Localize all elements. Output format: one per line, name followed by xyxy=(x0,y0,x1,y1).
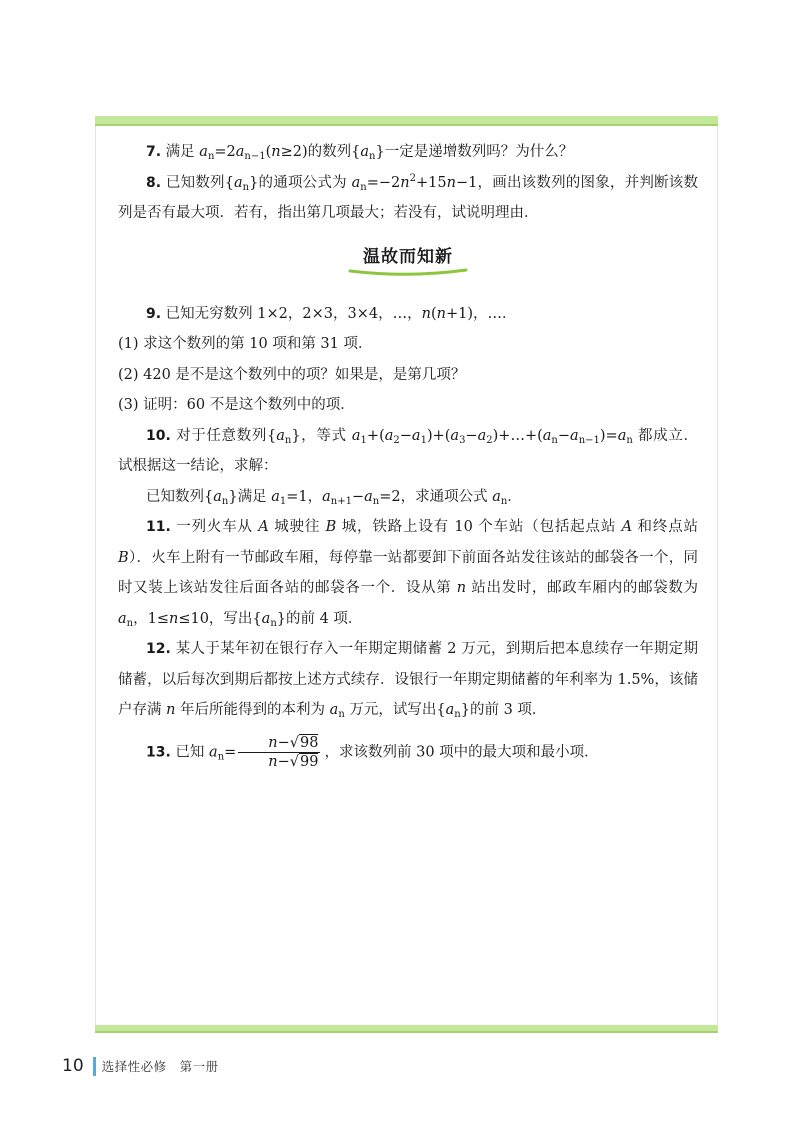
problem-9 xyxy=(118,299,698,330)
math-sub: 1 xyxy=(279,495,287,507)
text: 站出发时，邮政车厢内的邮袋数为 xyxy=(466,580,698,596)
math-sub: n xyxy=(284,434,292,446)
text: 一列火车从 xyxy=(176,519,259,535)
math-var: a xyxy=(351,174,361,191)
math-sup: 2 xyxy=(409,172,416,184)
problem-8 xyxy=(118,168,698,229)
footer-bar xyxy=(93,1057,96,1076)
math-var: a xyxy=(360,144,370,160)
page-number: 10 xyxy=(62,1056,84,1076)
text: − xyxy=(351,488,365,505)
math-var: a xyxy=(261,610,271,627)
math-sub: n xyxy=(454,709,461,720)
math-var: n xyxy=(400,174,410,191)
section-heading xyxy=(118,243,698,277)
problem-number: 9. xyxy=(146,305,162,322)
fraction-denominator xyxy=(238,753,320,771)
math-var: n xyxy=(168,610,179,627)
text: − xyxy=(399,427,412,444)
text: 年后所能得到的本利为 xyxy=(175,702,330,718)
right-rule xyxy=(717,126,718,1025)
math-var: A xyxy=(621,519,633,535)
math-var: a xyxy=(492,488,501,505)
math-var: B xyxy=(325,519,337,535)
text: 满足 xyxy=(165,144,200,160)
math-var: n xyxy=(268,734,278,751)
math-var: B xyxy=(118,549,129,566)
math-var: n xyxy=(271,144,281,160)
math-sub: n xyxy=(372,495,380,507)
math-var: a xyxy=(617,427,627,444)
math-var: a xyxy=(233,174,243,191)
math-var: a xyxy=(445,702,455,718)
bottom-band-line xyxy=(95,1031,718,1033)
radicand: 99 xyxy=(300,753,319,770)
fraction-numerator xyxy=(238,734,320,753)
text: }的通项公式为 xyxy=(249,174,352,191)
problem-number: 10. xyxy=(146,427,171,444)
math-var: A xyxy=(258,519,269,535)
math-var: a xyxy=(570,427,579,444)
text: − xyxy=(465,427,478,444)
text: )+…+( xyxy=(492,427,543,444)
text: 城驶往 xyxy=(268,519,326,535)
text: )+( xyxy=(426,427,451,444)
text: +1)，…． xyxy=(445,305,517,322)
math-var: a xyxy=(271,488,280,505)
top-band-line xyxy=(95,124,718,126)
math-var: a xyxy=(322,488,331,505)
math-var: n xyxy=(456,580,467,596)
math-var: a xyxy=(450,427,460,444)
math-sub: n xyxy=(221,495,229,507)
math-sub: n xyxy=(338,709,345,720)
math-var: a xyxy=(351,427,361,444)
math-sub: n xyxy=(217,751,225,762)
text: }，等式 xyxy=(291,427,352,444)
math-var: a xyxy=(542,427,552,444)
text: ( xyxy=(265,144,272,160)
math-sub: n xyxy=(270,617,277,629)
math-var: n xyxy=(446,174,456,191)
text: +( xyxy=(366,427,385,444)
text: 都成立．试根据这一结论，求解： xyxy=(118,427,698,474)
text: 和终点站 xyxy=(632,519,699,535)
text: 已知无穷数列 1×2，2×3，3×4，…， xyxy=(165,305,422,322)
text: }的前 3 项． xyxy=(460,702,547,718)
math-sub: n xyxy=(551,434,558,446)
problem-number: 13. xyxy=(146,744,171,760)
text: +15 xyxy=(415,174,447,191)
math-op: −√ xyxy=(277,753,300,770)
problem-7 xyxy=(118,137,698,168)
section-title: 温故而知新 xyxy=(363,246,453,267)
math-var: a xyxy=(411,427,421,444)
math-sub: n−1 xyxy=(578,434,600,446)
left-rule xyxy=(95,126,96,1025)
math-var: a xyxy=(384,427,394,444)
problem-9-part-1: (1) 求这个数列的第 10 项和第 31 项． xyxy=(118,336,373,352)
problem-9-part-3: (3) 证明：60 不是这个数列中的项． xyxy=(118,397,355,413)
text: 已知数列{ xyxy=(146,488,214,505)
math-var: a xyxy=(118,610,127,627)
math-var: n xyxy=(268,753,278,770)
title-underline-swash xyxy=(348,267,468,277)
math-var: a xyxy=(477,427,487,444)
math-var: a xyxy=(199,144,208,160)
math-sub: 1 xyxy=(360,434,367,446)
text: ( xyxy=(430,305,437,322)
math-var: a xyxy=(235,144,245,160)
problem-number: 12. xyxy=(146,641,171,657)
text: )= xyxy=(599,427,618,444)
page-footer xyxy=(62,1055,219,1077)
math-op: −√ xyxy=(277,734,300,751)
fraction xyxy=(238,734,320,771)
text: =2 xyxy=(214,144,236,160)
text: 万元，试写出{ xyxy=(344,702,446,718)
math-sub: n xyxy=(242,181,250,193)
text: =1， xyxy=(286,488,323,505)
text: }的前 4 项． xyxy=(276,610,363,627)
text: ≥2)的数列{ xyxy=(280,144,361,160)
text: − xyxy=(557,427,571,444)
math-var: n xyxy=(436,305,446,322)
math-var: a xyxy=(276,427,285,444)
problem-number: 11. xyxy=(146,519,171,535)
text: −1，画出该数列的图象，并判断该数列是否有最大项．若有，指出第几项最大；若没有，试说明理由． xyxy=(118,174,699,221)
text: 城，铁路上设有 10 个车站（包括起点站 xyxy=(336,519,622,535)
problem-12 xyxy=(118,634,698,726)
text: 对于任意数列{ xyxy=(176,427,277,444)
math-sub: n xyxy=(207,151,215,162)
text: ． xyxy=(507,488,522,505)
text: ，求该数列前 30 项中的最大项和最小项． xyxy=(324,744,599,760)
math-sub: n xyxy=(360,181,367,193)
math-var: a xyxy=(329,702,339,718)
math-sub: n−1 xyxy=(244,151,266,162)
math-sub: n xyxy=(369,151,376,162)
book-title: 选择性必修 第一册 xyxy=(101,1059,219,1074)
math-sub: n xyxy=(500,495,508,507)
math-var: a xyxy=(364,488,373,505)
problem-11 xyxy=(118,512,698,634)
problem-9-part-2: (2) 420 是不是这个数列中的项？如果是，是第几项？ xyxy=(118,366,466,383)
math-sub: n xyxy=(126,617,134,629)
problem-number: 8. xyxy=(146,174,162,191)
problem-10 xyxy=(118,421,698,482)
problem-13 xyxy=(118,734,698,771)
text: =2，求通项公式 xyxy=(379,488,493,505)
math-sub: 3 xyxy=(459,434,466,446)
radicand: 98 xyxy=(300,734,319,751)
text: 已知数列{ xyxy=(165,174,234,191)
math-sub: 1 xyxy=(420,434,427,446)
math-sub: 2 xyxy=(486,434,493,446)
text: ）．火车上附有一节邮政车厢，每停靠一站都要卸下前面各站发往该站的邮袋各一个，同时又装上该站发往后面各站的邮袋各一个．设从第 xyxy=(118,549,698,596)
text: = xyxy=(224,744,237,760)
exercise-content xyxy=(118,137,698,771)
text: ≤10，写出{ xyxy=(178,610,262,627)
math-sub: 2 xyxy=(393,434,400,446)
math-var: n xyxy=(166,702,176,718)
math-sub: n xyxy=(626,434,633,446)
problem-number: 7. xyxy=(146,144,162,160)
text: 已知 xyxy=(175,744,210,760)
problem-10-task xyxy=(118,482,698,513)
text: ，1≤ xyxy=(133,610,169,627)
text: 某人于某年初在银行存入一年期定期储蓄 2 万元，到期后把本息续存一年期定期储蓄，以后每次到期后都按上述方式续存．设银行一年期定期储蓄的年利率为 1.5%，该储户存满 xyxy=(118,641,698,718)
top-band xyxy=(95,116,718,124)
math-var: n xyxy=(421,305,431,322)
math-var: a xyxy=(209,744,218,760)
section-title-block xyxy=(346,243,470,277)
text: =−2 xyxy=(366,174,401,191)
text: }一定是递增数列吗？为什么？ xyxy=(375,144,574,160)
math-sub: n+1 xyxy=(330,495,352,507)
text: }满足 xyxy=(228,488,272,505)
math-var: a xyxy=(213,488,222,505)
